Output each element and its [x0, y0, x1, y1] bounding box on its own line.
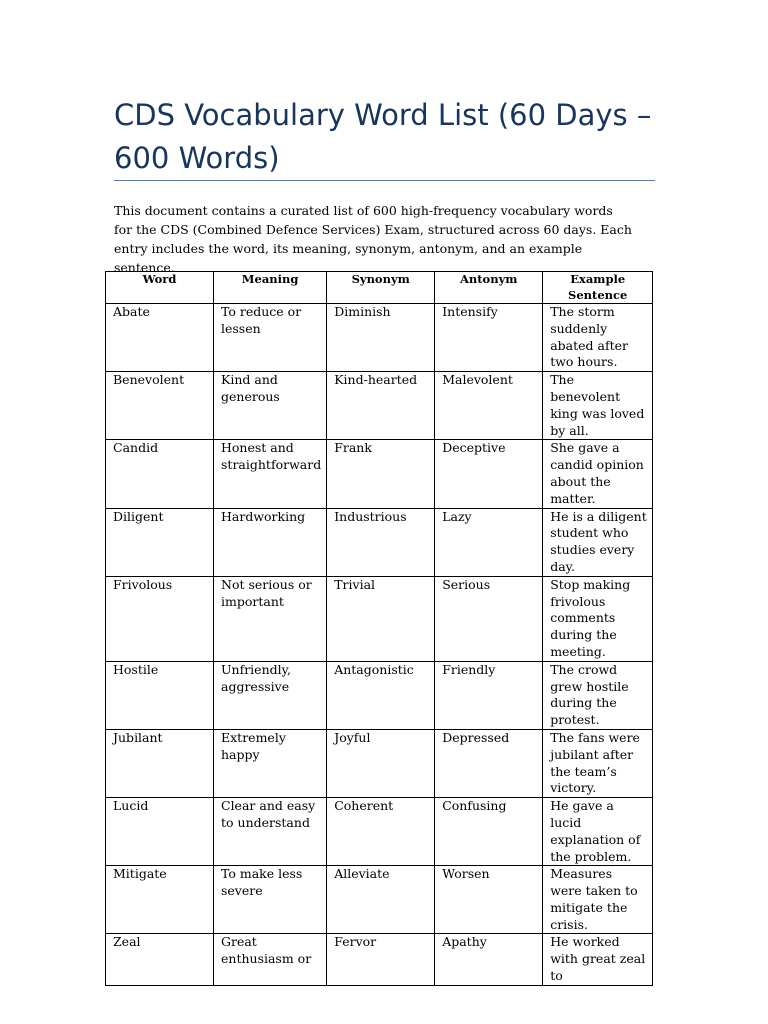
cell-antonym: Lazy: [435, 508, 543, 576]
cell-antonym: Serious: [435, 576, 543, 661]
cell-word: Jubilant: [106, 729, 214, 797]
header-synonym: Synonym: [327, 272, 435, 304]
cell-example: The benevolent king was loved by all.: [543, 372, 653, 440]
cell-synonym: Trivial: [327, 576, 435, 661]
header-word: Word: [106, 272, 214, 304]
document-title: CDS Vocabulary Word List (60 Days – 600 Words): [114, 98, 652, 175]
cell-meaning: Clear and easy to understand: [214, 798, 327, 866]
cell-synonym: Fervor: [327, 934, 435, 985]
cell-example: He gave a lucid explanation of the problem.: [543, 798, 653, 866]
cell-word: Lucid: [106, 798, 214, 866]
cell-meaning: Kind and generous: [214, 372, 327, 440]
cell-synonym: Coherent: [327, 798, 435, 866]
cell-word: Frivolous: [106, 576, 214, 661]
cell-example: The storm suddenly abated after two hours.: [543, 304, 653, 372]
table-row: [106, 866, 653, 934]
cell-example: She gave a candid opinion about the matter.: [543, 440, 653, 508]
cell-antonym: Intensify: [435, 304, 543, 372]
cell-meaning: Honest and straightforward: [214, 440, 327, 508]
cell-synonym: Joyful: [327, 729, 435, 797]
cell-meaning: To reduce or lessen: [214, 304, 327, 372]
cell-antonym: Apathy: [435, 934, 543, 985]
cell-example: Stop making frivolous comments during the meeting.: [543, 576, 653, 661]
cell-word: Abate: [106, 304, 214, 372]
cell-synonym: Antagonistic: [327, 661, 435, 729]
cell-word: Zeal: [106, 934, 214, 985]
table-row: [106, 934, 653, 985]
table-row: [106, 729, 653, 797]
cell-synonym: Frank: [327, 440, 435, 508]
cell-word: Diligent: [106, 508, 214, 576]
table-row: [106, 508, 653, 576]
intro-paragraph: This document contains a curated list of 600 high-frequency vocabulary words for the CDS (Combined Defence Services) Exam, structured across 60 days. Each entry includes the word, its meaning, synonym, antonym, and an example sentence.: [114, 203, 632, 275]
table-row: [106, 440, 653, 508]
cell-antonym: Depressed: [435, 729, 543, 797]
cell-synonym: Kind-hearted: [327, 372, 435, 440]
table-row: [106, 798, 653, 866]
cell-meaning: Unfriendly, aggressive: [214, 661, 327, 729]
table-row: [106, 576, 653, 661]
cell-antonym: Malevolent: [435, 372, 543, 440]
cell-meaning: Great enthusiasm or: [214, 934, 327, 985]
cell-word: Candid: [106, 440, 214, 508]
header-antonym: Antonym: [435, 272, 543, 304]
cell-example: The fans were jubilant after the team’s victory.: [543, 729, 653, 797]
vocabulary-table: [105, 271, 653, 986]
cell-example: Measures were taken to mitigate the crisis.: [543, 866, 653, 934]
cell-word: Mitigate: [106, 866, 214, 934]
cell-meaning: Hardworking: [214, 508, 327, 576]
cell-word: Benevolent: [106, 372, 214, 440]
cell-example: He worked with great zeal to: [543, 934, 653, 985]
cell-word: Hostile: [106, 661, 214, 729]
cell-antonym: Deceptive: [435, 440, 543, 508]
table-row: [106, 661, 653, 729]
cell-antonym: Friendly: [435, 661, 543, 729]
header-example-sentence: Example Sentence: [543, 272, 653, 304]
cell-antonym: Confusing: [435, 798, 543, 866]
cell-example: He is a diligent student who studies every day.: [543, 508, 653, 576]
header-meaning: Meaning: [214, 272, 327, 304]
cell-example: The crowd grew hostile during the protest.: [543, 661, 653, 729]
cell-synonym: Industrious: [327, 508, 435, 576]
cell-synonym: Alleviate: [327, 866, 435, 934]
table-row: [106, 372, 653, 440]
title-underline: [114, 180, 655, 181]
cell-meaning: Extremely happy: [214, 729, 327, 797]
table-row: [106, 304, 653, 372]
table-header-row: [106, 272, 653, 304]
cell-meaning: To make less severe: [214, 866, 327, 934]
cell-synonym: Diminish: [327, 304, 435, 372]
cell-meaning: Not serious or important: [214, 576, 327, 661]
cell-antonym: Worsen: [435, 866, 543, 934]
